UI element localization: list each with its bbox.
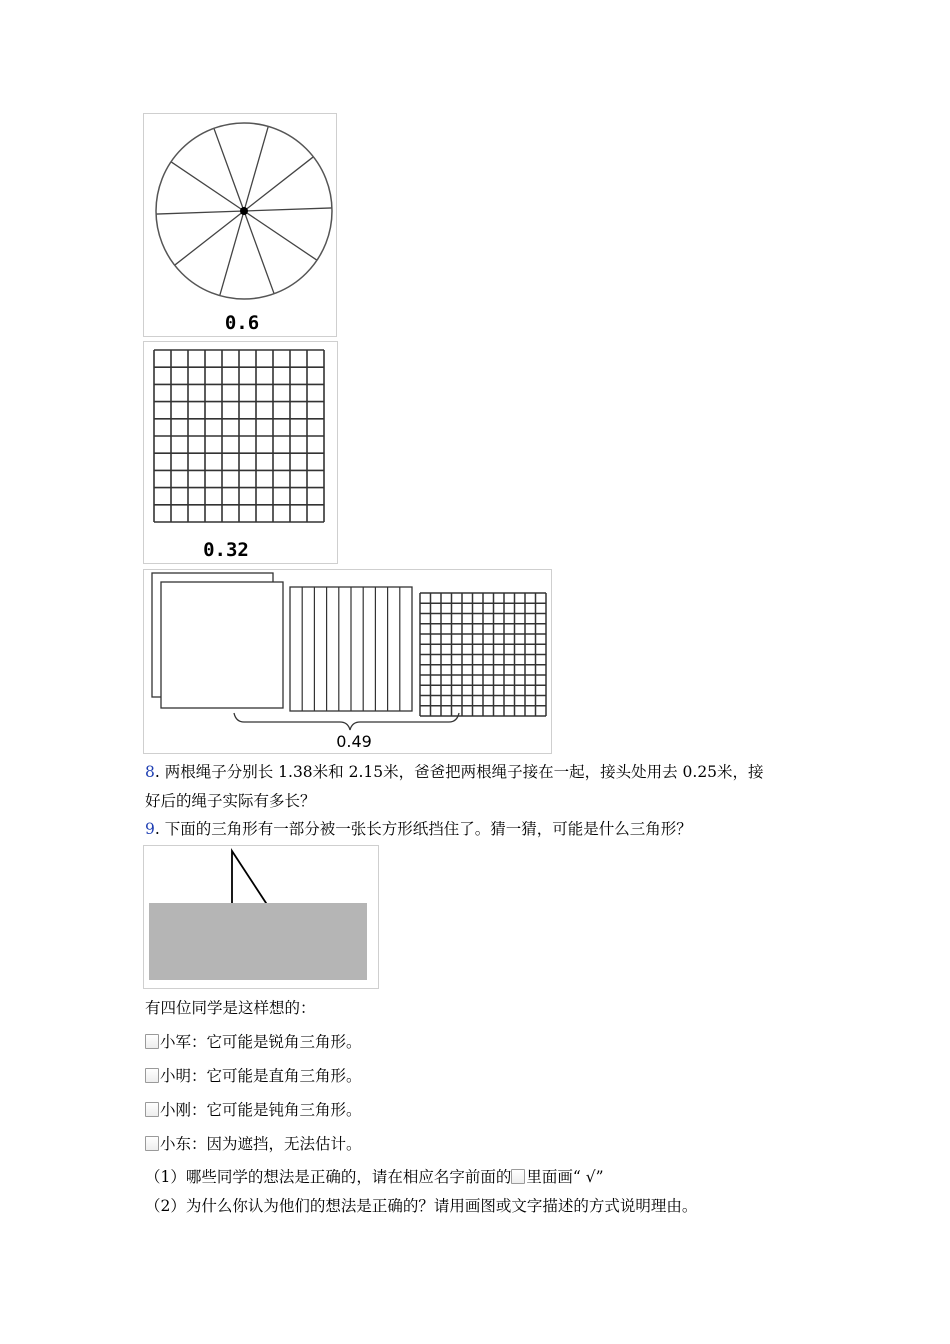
option-xiaogang-label: 小刚：它可能是钝角三角形。	[160, 1101, 362, 1119]
option-xiaojun-label: 小军：它可能是锐角三角形。	[160, 1033, 362, 1051]
units-grid	[420, 593, 546, 716]
option-xiaoming[interactable]	[145, 1066, 362, 1086]
visible-triangle	[232, 851, 268, 906]
q9-line	[145, 819, 692, 839]
q9-part-2: （2）为什么你认为他们的想法是正确的？请用画图或文字描述的方式说明理由。	[145, 1197, 698, 1215]
q9-number: 9	[145, 820, 155, 838]
circle-spoke	[244, 126, 268, 211]
circle-spoke	[214, 128, 244, 211]
circle-spoke	[171, 162, 244, 211]
hundred-grid-figure	[143, 341, 338, 564]
circle-center-dot	[240, 207, 248, 215]
circle-spoke	[175, 211, 244, 265]
q9-part-1	[145, 1167, 604, 1187]
checkbox-xiaojun[interactable]	[145, 1034, 159, 1049]
base-ten-blocks-figure	[143, 569, 552, 754]
checkbox-xiaodong[interactable]	[145, 1136, 159, 1151]
option-xiaoming-label: 小明：它可能是直角三角形。	[160, 1067, 362, 1085]
covering-paper	[149, 903, 367, 980]
inline-checkbox-icon	[511, 1169, 525, 1184]
grid-value-label: 0.32	[203, 539, 249, 561]
option-xiaogang[interactable]	[145, 1100, 362, 1120]
circle-spoke	[220, 211, 244, 296]
option-xiaodong-label: 小东：因为遮挡，无法估计。	[160, 1135, 362, 1153]
q9-part-1-before: （1）哪些同学的想法是正确的，请在相应名字前面的	[145, 1168, 512, 1186]
circle-spoke	[244, 157, 313, 211]
q8-text-1: . 两根绳子分别长 1.38米和 2.15米，爸爸把两根绳子接在一起，接头处用去 0.25米，接	[154, 763, 764, 781]
option-xiaodong[interactable]	[145, 1134, 362, 1154]
option-xiaojun[interactable]	[145, 1032, 362, 1052]
q9-intro: 有四位同学是这样想的：	[145, 999, 316, 1017]
covered-triangle-figure	[143, 845, 379, 989]
q8-text-2: 好后的绳子实际有多长？	[145, 792, 316, 810]
checkbox-xiaogang[interactable]	[145, 1102, 159, 1117]
blocks-value-label: 0.49	[336, 732, 372, 751]
circle-spoke	[244, 211, 317, 260]
q8-number: 8	[145, 763, 155, 781]
circle-spoke	[244, 208, 332, 211]
circle-fraction-figure	[143, 113, 337, 337]
q8-line-2	[145, 791, 316, 811]
q9-part-1-after: 里面画“ √”	[526, 1168, 604, 1186]
checkbox-xiaoming[interactable]	[145, 1068, 159, 1083]
ten-strips	[290, 587, 412, 711]
front-square	[161, 582, 283, 708]
q9-text: . 下面的三角形有一部分被一张长方形纸挡住了。猜一猜，可能是什么三角形？	[154, 820, 692, 838]
q8-line-1	[145, 762, 764, 782]
circle-spoke	[156, 211, 244, 214]
circle-value-label: 0.6	[224, 312, 260, 334]
hundred-grid	[154, 350, 324, 522]
circle-spoke	[244, 211, 274, 294]
